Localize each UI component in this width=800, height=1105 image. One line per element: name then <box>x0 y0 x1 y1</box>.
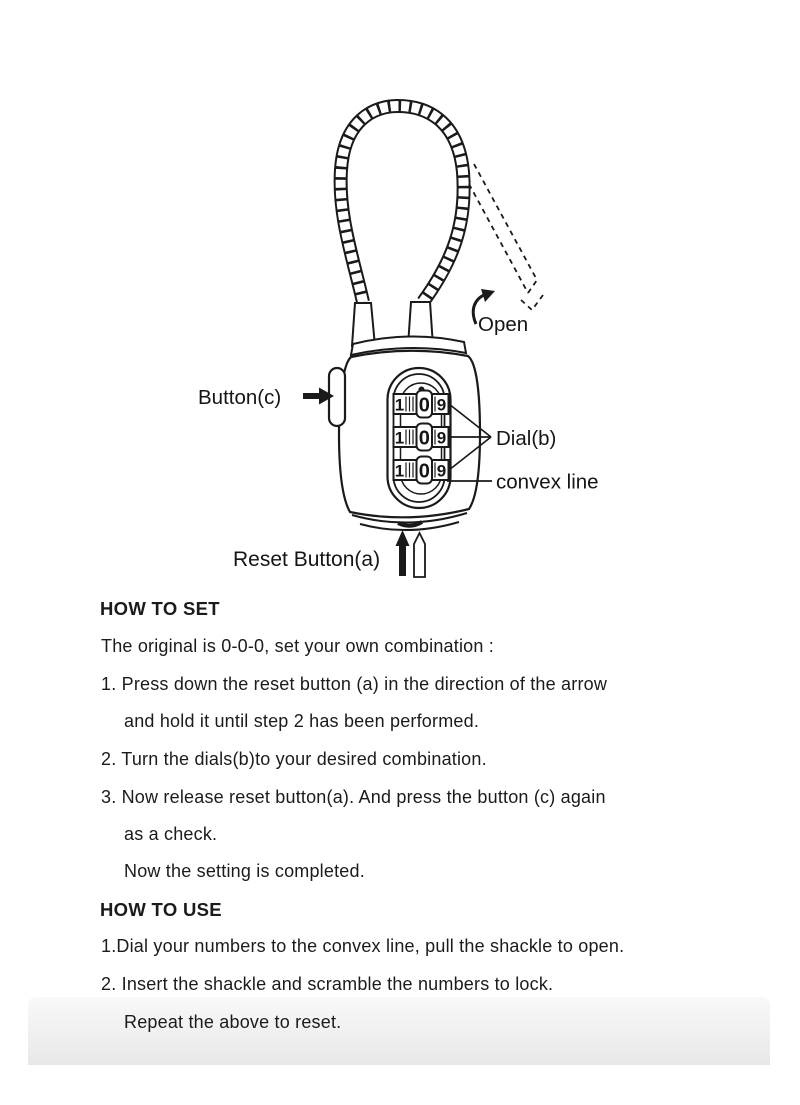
set-completed-note: Now the setting is completed. <box>124 861 365 881</box>
dial-digit: 9 <box>436 395 447 415</box>
dial-digit: 0 <box>418 460 430 483</box>
dial-digit: 1 <box>394 395 405 415</box>
set-step-1: 1. Press down the reset button (a) in the direction of the arrow <box>101 674 608 694</box>
use-reset-note: Repeat the above to reset. <box>124 1012 342 1032</box>
open-label: Open <box>478 313 529 336</box>
use-step-2: 2. Insert the shackle and scramble the numbers to lock. <box>101 974 554 994</box>
dial-digit: 9 <box>436 428 447 448</box>
dial-b-label: Dial(b) <box>496 427 557 450</box>
button-c-label: Button(c) <box>198 386 282 409</box>
set-step-2: 2. Turn the dials(b)to your desired combination. <box>101 749 487 769</box>
reset-button-label: Reset Button(a) <box>233 548 381 571</box>
set-step-3-cont: as a check. <box>124 824 218 844</box>
how-to-set-heading: HOW TO SET <box>100 598 220 619</box>
dial-digit: 1 <box>394 428 405 448</box>
set-intro: The original is 0-0-0, set your own combination : <box>101 636 494 656</box>
how-to-use-heading: HOW TO USE <box>100 899 222 920</box>
dial-digit: 0 <box>418 427 430 450</box>
dial-digit: 9 <box>436 461 447 481</box>
set-step-1-cont: and hold it until step 2 has been performed. <box>124 711 480 731</box>
dial-digit: 0 <box>418 394 430 417</box>
dial-digit: 1 <box>394 461 405 481</box>
convex-line-label: convex line <box>496 470 599 494</box>
set-step-3: 3. Now release reset button(a). And press the button (c) again <box>101 787 606 807</box>
use-step-1: 1.Dial your numbers to the convex line, pull the shackle to open. <box>101 936 625 956</box>
